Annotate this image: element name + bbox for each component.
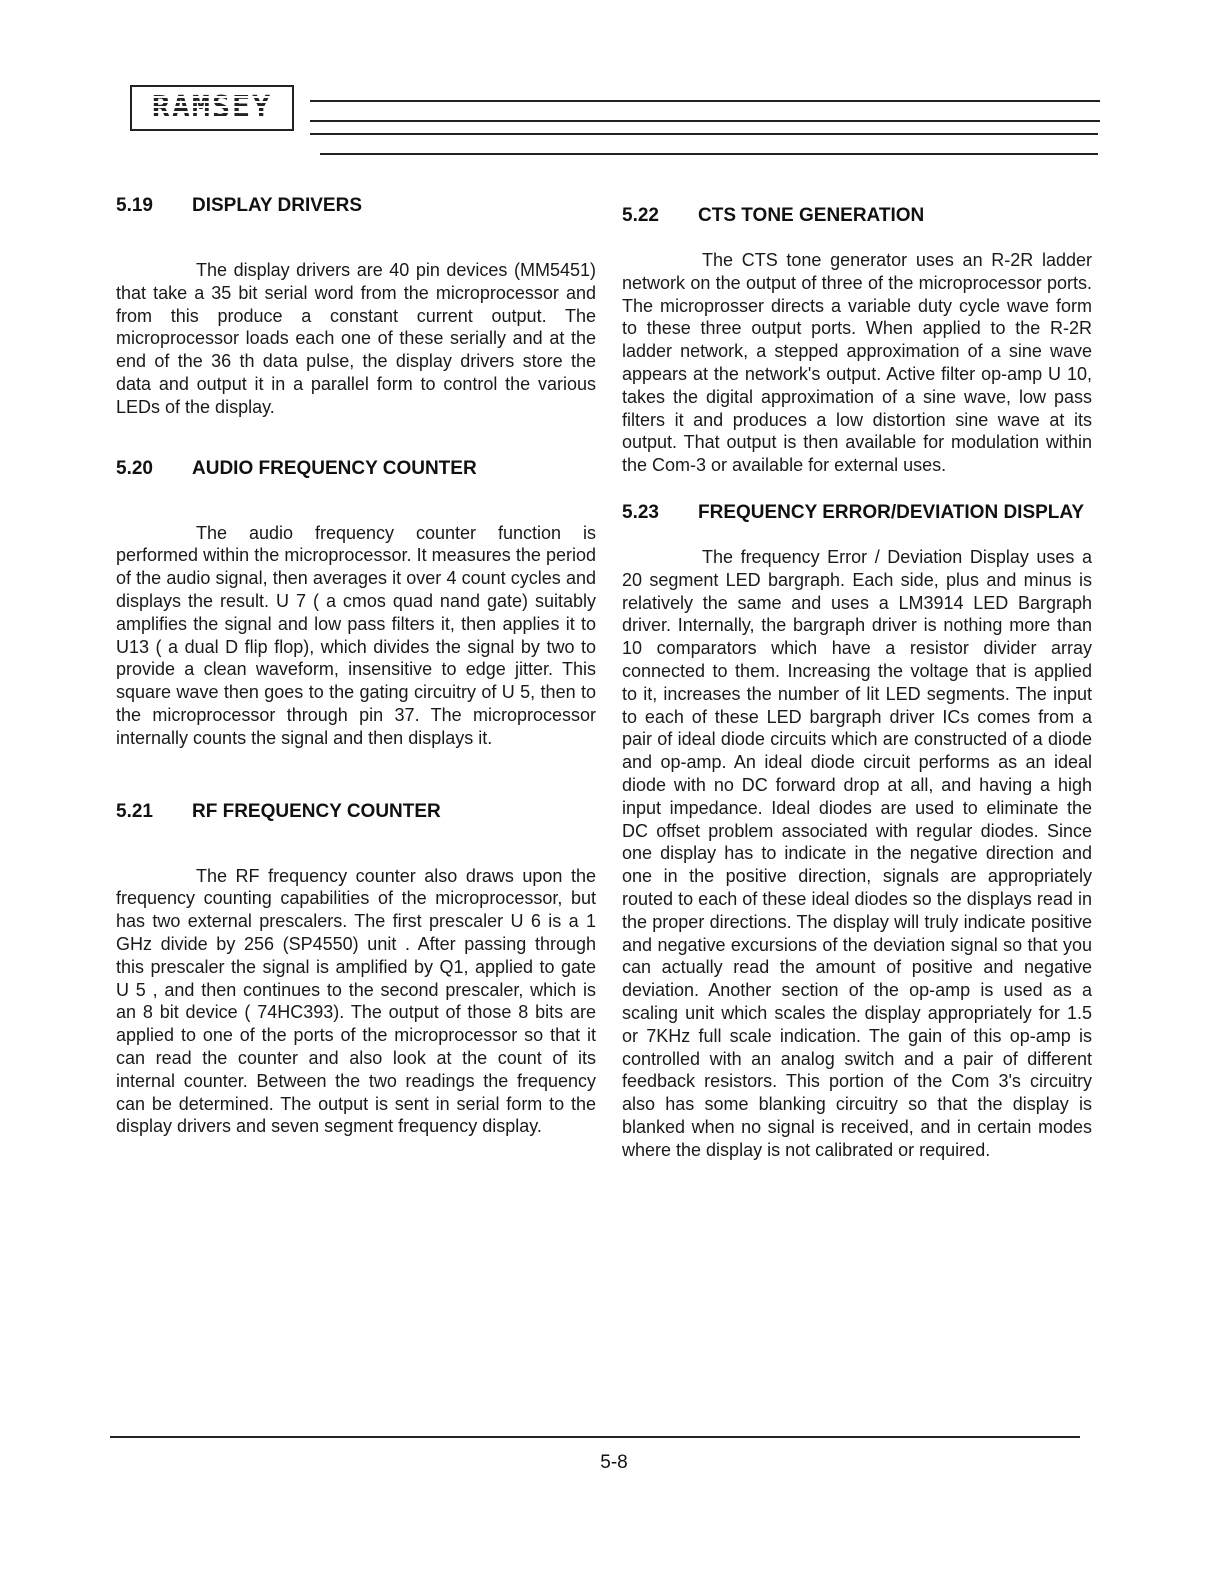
section-body: The audio frequency counter function is performed within the microprocessor. It measures the period of the audio signal, then averages it over 4 count cycles and displays the result. U 7 ( a cmos quad nand gate) suitably amplifies the signal and low pass filters it, then applies it to U13 ( a dual D flip flop), which divides the signal by two to provide a clean waveform, insensitive to edge jitter. This square wave then goes to the gating circuitry of U 5, then to the microprocessor through pin 37. The microprocessor internally counts the signal and then displays it. — [116, 522, 596, 748]
section-title: AUDIO FREQUENCY COUNTER — [192, 457, 477, 479]
section-heading — [116, 194, 596, 217]
section-title: RF FREQUENCY COUNTER — [192, 800, 441, 822]
section-title: CTS TONE GENERATION — [698, 205, 925, 226]
logo-text: RAMSEY — [151, 90, 273, 125]
ramsey-logo — [130, 85, 294, 131]
section-heading — [622, 501, 1092, 524]
left-column — [116, 194, 596, 1138]
section-audio-frequency-counter — [116, 457, 596, 750]
section-number: 5.20 — [116, 457, 153, 479]
section-title: FREQUENCY ERROR/DEVIATION DISPLAY — [698, 501, 1085, 523]
header-rule — [320, 153, 1098, 155]
section-display-drivers — [116, 194, 596, 419]
section-rf-frequency-counter — [116, 800, 596, 1139]
page-number: 5-8 — [600, 1452, 628, 1473]
section-heading — [116, 457, 596, 480]
section-body: The RF frequency counter also draws upon the frequency counting capabilities of the microprocessor, but has two external prescalers. The first prescaler U 6 is a 1 GHz divide by 256 (SP4550) unit . After passing through this prescaler the signal is amplified by Q1, applied to gate U 5 , and then continues to the second prescaler, which is an 8 bit device ( 74HC393). The output of those 8 bits are applied to one of the ports of the microprocessor so that it can read the counter and also look at the count of its internal counter. Between the two readings the frequency can be determined. The output is sent in serial form to the display drivers and seven segment frequency display. — [116, 865, 596, 1137]
section-title: DISPLAY DRIVERS — [192, 195, 362, 216]
section-number: 5.23 — [622, 501, 659, 523]
section-frequency-error-deviation-display — [622, 501, 1092, 1162]
header-rule — [310, 120, 1100, 122]
section-number: 5.22 — [622, 205, 659, 226]
section-cts-tone-generation — [622, 204, 1092, 477]
section-body: The frequency Error / Deviation Display uses a 20 segment LED bargraph. Each side, plus and minus is relatively the same and uses a LM3914 LED Bargraph driver. Internally, the bargraph driver is nothing more than 10 comparators which have a resistor divider array connected to them. Increasing the voltage that is applied to it, increases the number of lit LED segments. The input to each of these LED bargraph driver ICs comes from a pair of ideal diode circuits which are constructed of a diode and op-amp. An ideal diode circuit performs as an ideal diode with no DC forward drop at all, and having a high input impedance. Ideal diodes are used to eliminate the DC offset problem associated with regular diodes. Since one display has to indicate in the negative direction and one in the positive direction, signals are appropriately routed to each of these ideal diodes so the displays read in the proper directions. The display will truly indicate positive and negative excursions of the deviation signal so that you can actually read the amount of positive and negative deviation. Another section of the op-amp is used as a scaling unit which scales the display appropriately for 1.5 or 7KHz full scale indication. The gain of this op-amp is controlled with an analog switch and a pair of different feedback resistors. This portion of the Com 3's circuitry also has some blanking circuitry so that the display is blanked when no signal is received, and in certain modes where the display is not calibrated or required. — [622, 546, 1092, 1160]
section-number: 5.19 — [116, 195, 153, 216]
section-body: The CTS tone generator uses an R-2R ladder network on the output of three of the microprocessor ports. The microprosser directs a variable duty cycle wave form to these three output ports. When applied to the R-2R ladder network, a stepped approximation of a sine wave appears at the network's output. Active filter op-amp U 10, takes the digital approximation of a sine wave, low pass filters it and produces a low distortion sine wave at its output. That output is then available for modulation within the Com-3 or available for external uses. — [622, 250, 1092, 476]
footer-rule — [110, 1436, 1080, 1438]
header-rule — [310, 100, 1100, 102]
section-heading — [116, 800, 596, 823]
section-body: The display drivers are 40 pin devices (MM5451) that take a 35 bit serial word from the microprocessor and from this produce a constant current output. The microprocessor loads each one of these serially and at the end of the 36 th data pulse, the display drivers store the data and output it in a parallel form to control the various LEDs of the display. — [116, 260, 596, 417]
section-heading — [622, 204, 1092, 227]
section-number: 5.21 — [116, 800, 153, 822]
header-rule — [310, 133, 1098, 135]
right-column — [622, 204, 1092, 1161]
